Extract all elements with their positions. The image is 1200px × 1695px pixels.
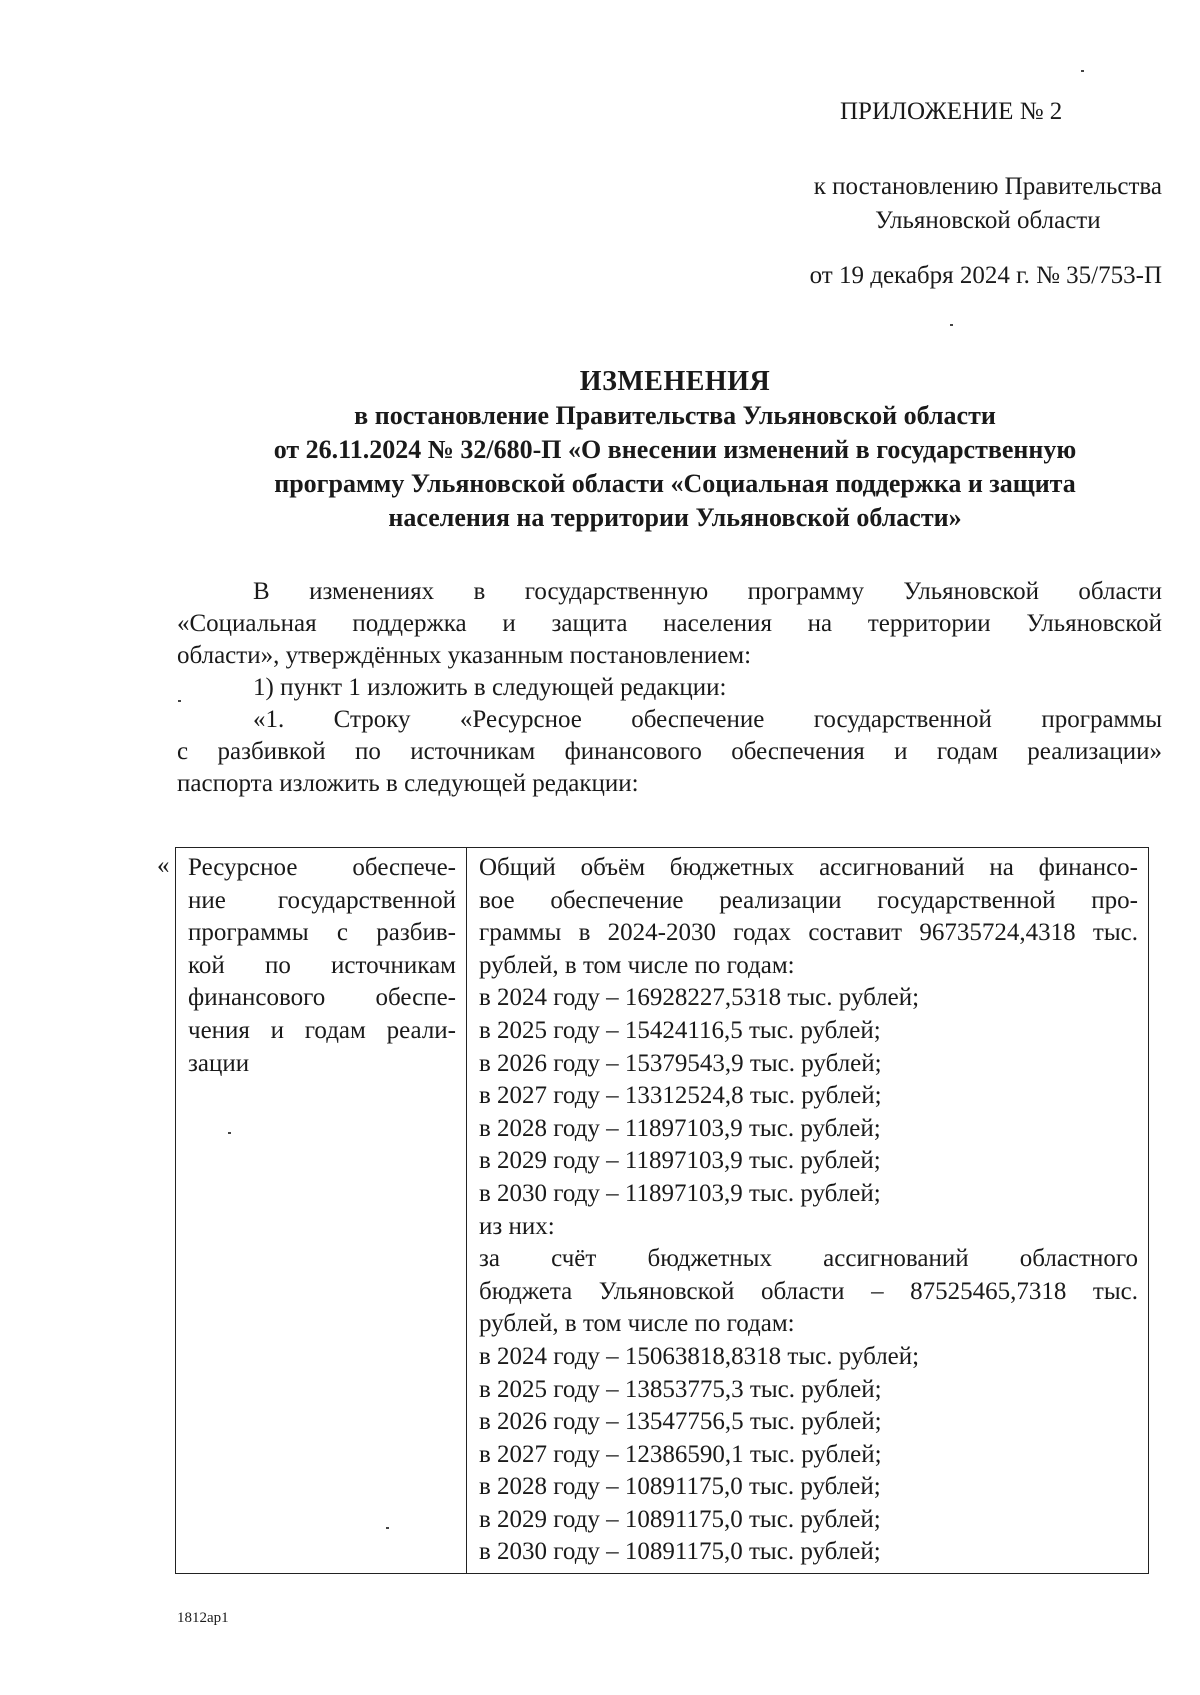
label-line: ние государственной xyxy=(188,886,456,914)
year-line: в 2028 году – 11897103,9 тыс. рублей; xyxy=(479,1114,881,1142)
year-line: в 2030 году – 10891175,0 тыс. рублей; xyxy=(479,1538,881,1566)
heading-main-word: ИЗМЕНЕНИЯ xyxy=(579,366,771,397)
body-line: В изменениях в государственную программу Ульяновской области xyxy=(253,578,1162,605)
year-line: в 2028 году – 10891175,0 тыс. рублей; xyxy=(479,1473,881,1501)
value-line: Общий объём бюджетных ассигнований на финансо- xyxy=(479,854,1138,881)
resolution-reference xyxy=(814,170,1162,238)
resource-value-cell xyxy=(467,848,1149,1574)
year-line: в 2029 году – 10891175,0 тыс. рублей; xyxy=(479,1505,881,1533)
value-line: рублей, в том числе по годам: xyxy=(479,1310,795,1338)
year-line: в 2024 году – 15063818,8318 тыс. рублей; xyxy=(479,1342,920,1370)
label-line: Ресурсное обеспече- xyxy=(188,854,456,881)
scan-speck xyxy=(178,700,181,702)
heading-line: населения на территории Ульяновской области» xyxy=(388,503,962,532)
label-line: кой по источникам xyxy=(188,951,456,979)
body-line: с разбивкой по источникам финансового обеспечения и годам реализации» xyxy=(177,738,1162,765)
label-line: финансового обеспе- xyxy=(188,984,456,1012)
resolution-reference-line: к постановлению Правительства xyxy=(813,173,1162,200)
year-line: в 2026 году – 13547756,5 тыс. рублей; xyxy=(479,1408,882,1436)
year-line: в 2024 году – 16928227,5318 тыс. рублей; xyxy=(479,984,920,1012)
value-line: бюджета Ульяновской области – 87525465,7318 тыс. xyxy=(479,1277,1138,1305)
label-line: программы с разбив- xyxy=(188,919,456,947)
value-line: граммы в 2024-2030 годах составит 96735724,4318 тыс. xyxy=(479,919,1138,947)
body-line: 1) пункт 1 изложить в следующей редакции: xyxy=(253,674,727,701)
body-line: «Социальная поддержка и защита населения на территории Ульяновской xyxy=(177,610,1162,637)
resource-table xyxy=(175,847,1149,1574)
document-heading xyxy=(150,365,1200,535)
value-line: за счёт бюджетных ассигнований областного xyxy=(479,1245,1138,1273)
year-line: в 2026 году – 15379543,9 тыс. рублей; xyxy=(479,1049,882,1077)
body-line: «1. Строку «Ресурсное обеспечение государственной программы xyxy=(253,706,1162,733)
body-line: области», утверждённых указанным постановлением: xyxy=(177,642,752,669)
heading-line: в постановление Правительства Ульяновской области xyxy=(354,401,996,430)
resolution-date-number: от 19 декабря 2024 г. № 35/753-П xyxy=(809,262,1162,289)
heading-line: программу Ульяновской области «Социальная поддержка и защита xyxy=(274,469,1076,498)
appendix-title: ПРИЛОЖЕНИЕ № 2 xyxy=(840,98,1063,125)
resolution-reference-line: Ульяновской области xyxy=(875,207,1101,234)
year-line: в 2027 году – 13312524,8 тыс. рублей; xyxy=(479,1082,882,1110)
label-line: чения и годам реали- xyxy=(188,1016,456,1044)
open-quote: « xyxy=(157,852,170,879)
body-line: паспорта изложить в следующей редакции: xyxy=(177,770,639,797)
of-them-line: из них: xyxy=(479,1212,555,1240)
year-line: в 2025 году – 15424116,5 тыс. рублей; xyxy=(479,1016,881,1044)
year-line: в 2027 году – 12386590,1 тыс. рублей; xyxy=(479,1440,882,1468)
heading-line: от 26.11.2024 № 32/680-П «О внесении изменений в государственную xyxy=(273,435,1077,464)
value-line: вое обеспечение реализации государственной про- xyxy=(479,886,1138,914)
scan-speck xyxy=(950,324,953,326)
table-row xyxy=(176,848,1149,1574)
scan-speck xyxy=(386,1527,389,1529)
scan-speck xyxy=(1081,70,1084,72)
year-line: в 2029 году – 11897103,9 тыс. рублей; xyxy=(479,1147,881,1175)
intro-paragraph xyxy=(177,576,1162,800)
year-line: в 2030 году – 11897103,9 тыс. рублей; xyxy=(479,1179,881,1207)
scan-speck xyxy=(228,1132,231,1134)
resource-label-cell xyxy=(176,848,467,1574)
document-code: 1812ap1 xyxy=(177,1610,229,1626)
year-line: в 2025 году – 13853775,3 тыс. рублей; xyxy=(479,1375,882,1403)
value-line: рублей, в том числе по годам: xyxy=(479,951,795,979)
label-line: зации xyxy=(188,1049,250,1077)
